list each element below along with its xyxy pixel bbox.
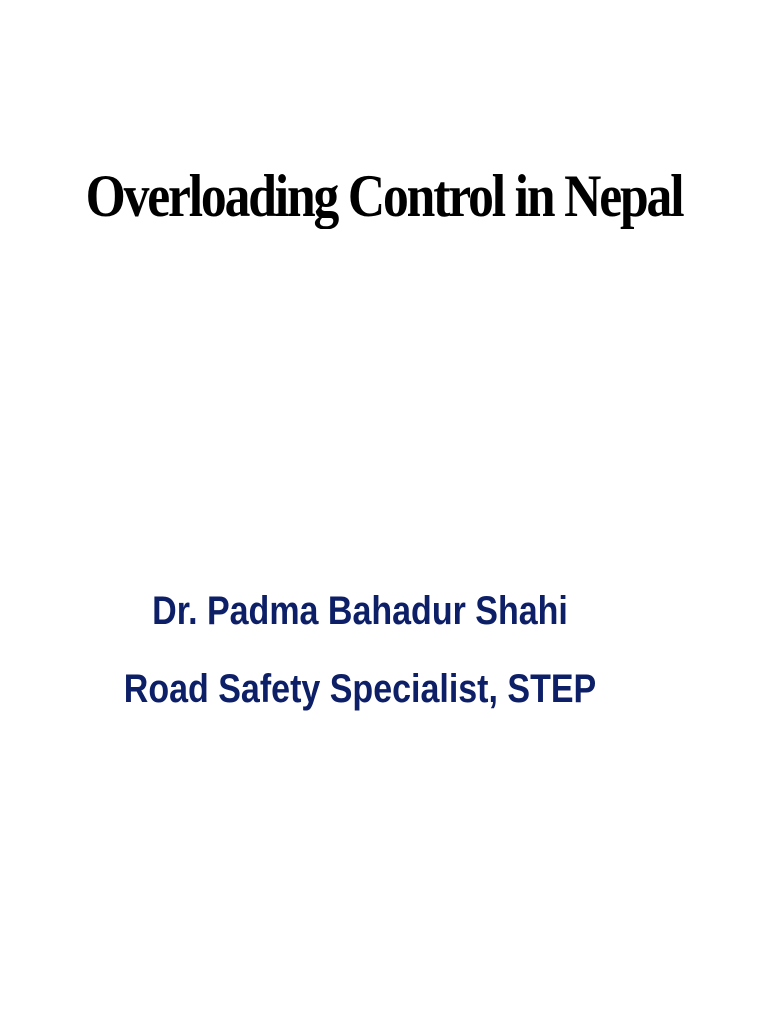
author-name: Dr. Padma Bahadur Shahi xyxy=(152,589,568,633)
author-role: Road Safety Specialist, STEP xyxy=(123,667,597,711)
slide-title: Overloading Control in Nepal xyxy=(85,163,683,229)
